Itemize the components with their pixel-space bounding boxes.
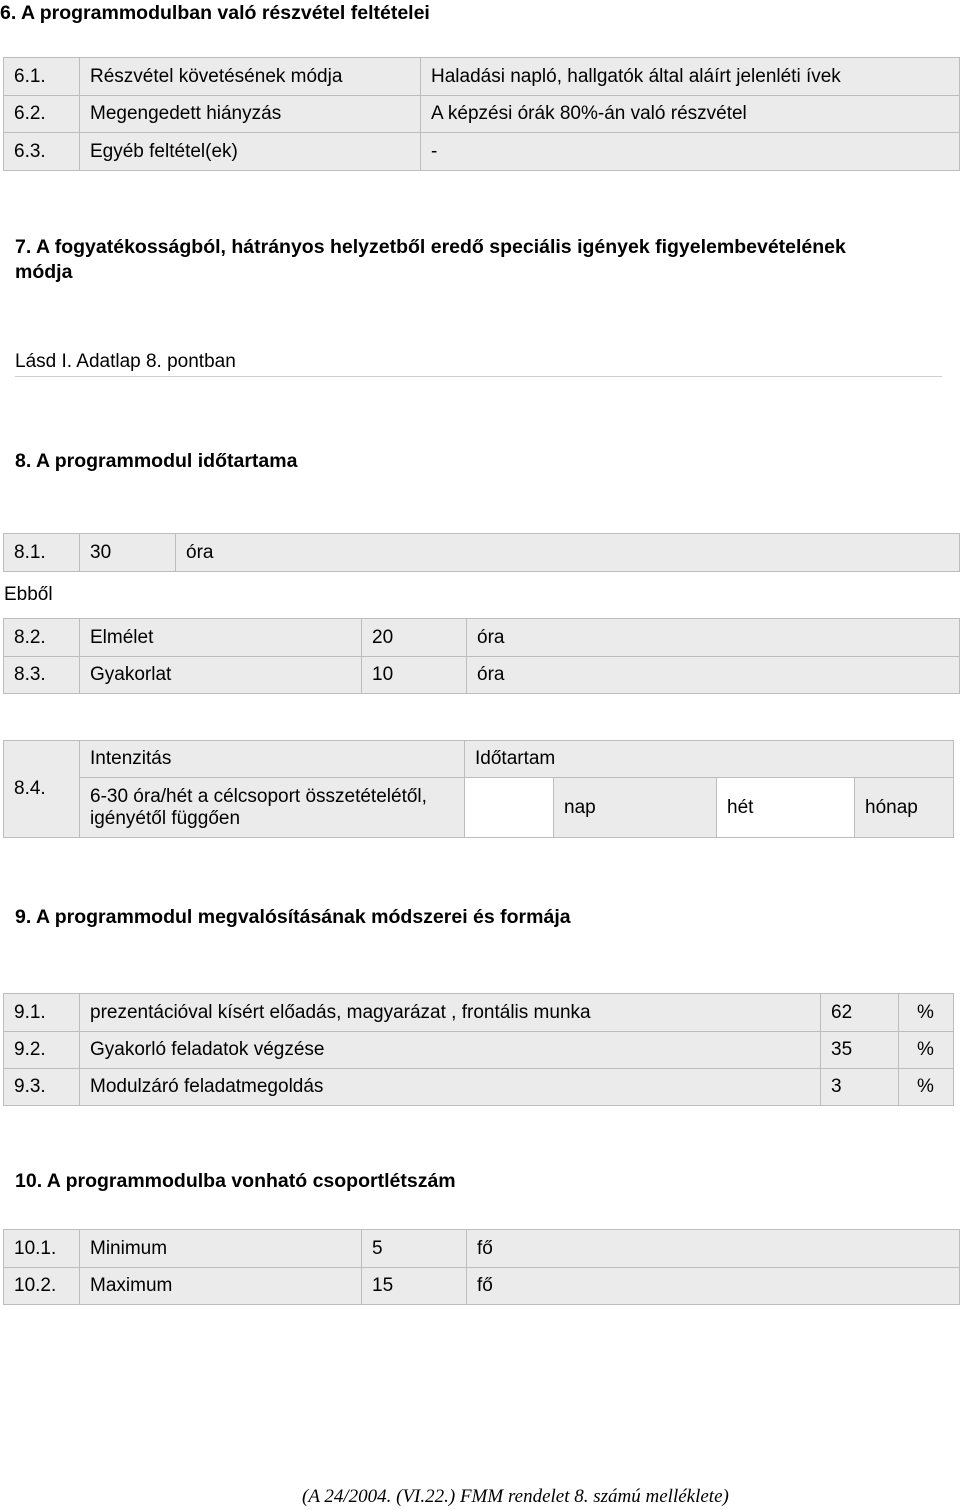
divider [15,376,942,377]
row-unit: % [899,994,954,1032]
row-value: 10 [362,657,467,694]
table-row [4,1230,960,1268]
row-unit: fő [467,1230,960,1268]
row-value: 15 [362,1268,467,1305]
row-unit: % [899,1069,954,1106]
row-label: Részvétel követésének módja [80,58,421,96]
row-number: 8.1. [4,534,80,572]
row-label: Modulzáró feladatmegoldás [80,1069,821,1106]
row-label: Maximum [80,1268,362,1305]
table-row [4,1069,954,1106]
row-label: Megengedett hiányzás [80,96,421,133]
row-label: Gyakorlat [80,657,362,694]
section-6-title: 6. A programmodulban való részvétel feltételei [0,2,430,24]
intensity-header: Intenzitás [80,741,465,778]
duration-blank-cell [465,778,554,838]
row-number: 6.1. [4,58,80,96]
row-unit: óra [176,534,960,572]
row-number: 8.4. [4,741,80,838]
row-value: 30 [80,534,176,572]
table-row [4,58,960,96]
duration-total-table [3,533,960,572]
intensity-value [80,778,465,838]
table-row [4,994,954,1032]
table-row [4,1032,954,1069]
methods-table [3,993,954,1106]
section-7-text: Lásd I. Adatlap 8. pontban [15,351,236,372]
row-label: Minimum [80,1230,362,1268]
participation-table [3,57,960,171]
table-row [4,741,954,778]
duration-week: hét [717,778,855,838]
intensity-table [3,740,954,838]
row-label: prezentációval kísért előadás, magyarázat , frontális munka [80,994,821,1032]
row-label: Egyéb feltétel(ek) [80,133,421,171]
row-value: 62 [821,994,899,1032]
row-number: 10.2. [4,1268,80,1305]
row-value: - [421,133,960,171]
group-size-table [3,1229,960,1305]
duration-header: Időtartam [465,741,954,778]
row-value: A képzési órák 80%-án való részvétel [421,96,960,133]
ebbol-label: Ebből [4,584,53,605]
row-unit: óra [467,619,960,657]
row-unit: óra [467,657,960,694]
row-unit: % [899,1032,954,1069]
section-10-title: 10. A programmodulba vonható csoportlétszám [15,1170,456,1192]
table-row [4,778,954,838]
table-row [4,133,960,171]
duration-breakdown-table [3,618,960,694]
section-8-title: 8. A programmodul időtartama [15,450,298,472]
table-row [4,534,960,572]
row-value: 5 [362,1230,467,1268]
intensity-value-line2: igényétől függően [90,807,241,829]
row-value: 35 [821,1032,899,1069]
row-unit: fő [467,1268,960,1305]
section-7-title-line1: 7. A fogyatékosságból, hátrányos helyzetből eredő speciális igények figyelembevételének [15,236,846,258]
row-value: 20 [362,619,467,657]
footer-note: (A 24/2004. (VI.22.) FMM rendelet 8. számú melléklete) [302,1486,729,1507]
table-row [4,657,960,694]
row-number: 8.2. [4,619,80,657]
duration-month: hónap [855,778,954,838]
table-row [4,619,960,657]
row-label: Gyakorló feladatok végzése [80,1032,821,1069]
section-7-title-line2: módja [15,261,73,283]
table-row [4,96,960,133]
row-number: 9.2. [4,1032,80,1069]
row-value: 3 [821,1069,899,1106]
section-9-title: 9. A programmodul megvalósításának módszerei és formája [15,906,571,928]
row-number: 8.3. [4,657,80,694]
row-number: 10.1. [4,1230,80,1268]
row-number: 9.3. [4,1069,80,1106]
row-number: 6.2. [4,96,80,133]
row-number: 9.1. [4,994,80,1032]
table-row [4,1268,960,1305]
row-number: 6.3. [4,133,80,171]
duration-day: nap [554,778,717,838]
intensity-value-line1: 6-30 óra/hét a célcsoport összetételétől, [90,785,427,807]
row-value: Haladási napló, hallgatók által aláírt jelenléti ívek [421,58,960,96]
row-label: Elmélet [80,619,362,657]
